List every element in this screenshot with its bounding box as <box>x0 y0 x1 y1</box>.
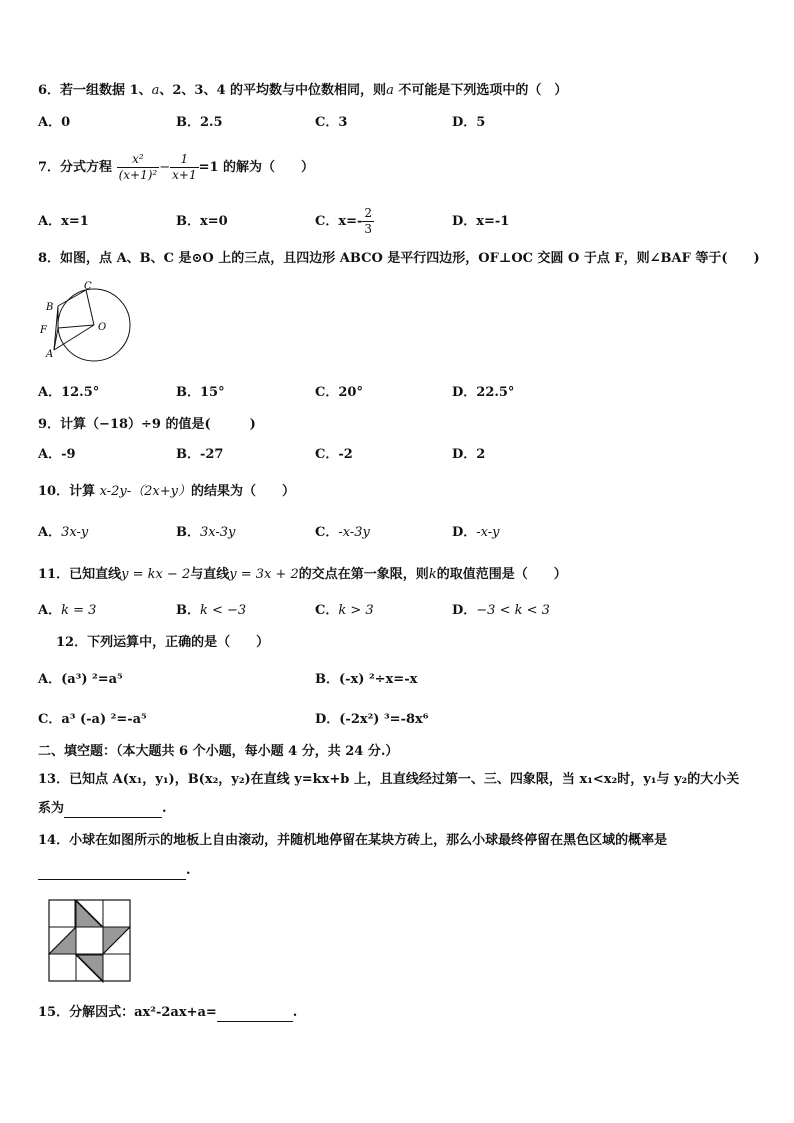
q10-option-b: B．3x-3y <box>176 525 236 540</box>
grey-triangle <box>76 955 103 982</box>
q8-option-c: C．20° <box>315 385 363 400</box>
line-equation-1: y = kx − 2 <box>121 567 191 582</box>
question-15: 15．分解因式：ax²-2ax+a= . <box>38 1005 298 1020</box>
expression: x-2y-（2x+y） <box>99 484 191 499</box>
label-a: A <box>46 349 54 360</box>
grey-triangle <box>75 900 102 927</box>
q7-option-d: D．x=-1 <box>452 214 510 229</box>
segment-fo <box>58 325 94 328</box>
question-10: 10．计算 x-2y-（2x+y）的结果为（ ） <box>38 484 295 499</box>
q11-option-c: C．k > 3 <box>315 603 374 618</box>
question-13: 13．已知点 A(x₁，y₁)，B(x₂，y₂)在直线 y=kx+b 上，且直线经过第一、三、四象限，当 x₁<x₂时，y₁与 y₂的大小关 <box>38 772 740 787</box>
q8-option-b: B．15° <box>176 385 225 400</box>
question-8: 8．如图，点 A、B、C 是⊙O 上的三点，且四边形 ABCO 是平行四边形，OF⊥OC 交圆 O 于点 F，则∠BAF 等于( ) <box>38 251 760 266</box>
circle-figure <box>36 280 132 362</box>
q11-option-d: D．−3 < k < 3 <box>452 603 550 618</box>
q10-option-d: D．-x-y <box>452 525 500 540</box>
section-title-fill-in: 二、填空题：（本大题共 6 个小题，每小题 4 分，共 24 分.） <box>38 744 399 759</box>
answer-blank[interactable] <box>38 865 186 880</box>
label-f: F <box>40 325 47 336</box>
q9-option-a: A．-9 <box>38 447 76 462</box>
segment-cb <box>58 290 86 306</box>
q7-option-a: A．x=1 <box>38 214 89 229</box>
segment-oc <box>86 290 94 325</box>
q8-option-d: D．22.5° <box>452 385 515 400</box>
var-a: a <box>386 83 394 98</box>
label-c: C <box>84 281 92 292</box>
fraction-1: $\frac{\text{x²}}{\text{(x+1)²}}$ <box>118 152 158 182</box>
q9-option-c: C．-2 <box>315 447 353 462</box>
question-14-line2: . <box>38 862 191 880</box>
question-13-line2: 系为 . <box>38 801 167 816</box>
label-b: B <box>46 302 54 313</box>
q7-option-c: C．x=- $\frac{2}{3}$ <box>315 206 373 236</box>
question-9: 9．计算（−18）÷9 的值是( ) <box>38 417 256 432</box>
q6-option-b: B．2.5 <box>176 115 223 130</box>
q10-option-a: A．3x-y <box>38 525 89 540</box>
q8-option-a: A．12.5° <box>38 385 100 400</box>
line-equation-2: y = 3x + 2 <box>229 567 299 582</box>
var-a: a <box>151 83 160 98</box>
var-k: k <box>428 567 437 582</box>
answer-blank[interactable] <box>217 1007 293 1022</box>
q6-option-a: A．0 <box>38 115 71 130</box>
q12-option-d: D．(-2x²) ³=-8x⁶ <box>315 712 429 727</box>
q6-option-c: C．3 <box>315 115 348 130</box>
q7-option-b: B．x=0 <box>176 214 228 229</box>
fraction-2-3: $\frac{2}{3}$ <box>364 206 373 236</box>
answer-blank[interactable] <box>64 803 162 818</box>
fraction-2: $\frac{1}{x+1}$ <box>172 152 197 182</box>
floor-tile-figure <box>48 899 132 983</box>
q12-option-a: A．(a³) ²=a⁵ <box>38 672 123 687</box>
q11-option-a: A．k = 3 <box>38 603 97 618</box>
segment-ba <box>54 306 58 350</box>
q9-option-d: D．2 <box>452 447 486 462</box>
q11-option-b: B．k < −3 <box>176 603 247 618</box>
label-o: O <box>98 322 107 333</box>
question-12: 12．下列运算中，正确的是（ ） <box>56 635 270 650</box>
q10-option-c: C．-x-3y <box>315 525 370 540</box>
question-14: 14．小球在如图所示的地板上自由滚动，并随机地停留在某块方砖上，那么小球最终停留在黑色区域的概率是 <box>38 833 668 848</box>
question-11: 11．已知直线y = kx − 2与直线y = 3x + 2的交点在第一象限，则k的取值范围是（ ） <box>38 567 567 582</box>
q12-option-b: B．(-x) ²÷x=-x <box>315 672 418 687</box>
q12-option-c: C．a³ (-a) ²=-a⁵ <box>38 712 147 727</box>
q9-option-b: B．-27 <box>176 447 224 462</box>
question-7: 7．分式方程 $\frac{\text{x²}}{\text{(x+1)²}}$ − $\frac{1}{x+1}$ =1 的解为（ ） <box>38 152 315 182</box>
q6-option-d: D．5 <box>452 115 486 130</box>
question-6: 6．若一组数据 1、a、2、3、4 的平均数与中位数相同，则a 不可能是下列选项中的（ ） <box>38 83 568 98</box>
